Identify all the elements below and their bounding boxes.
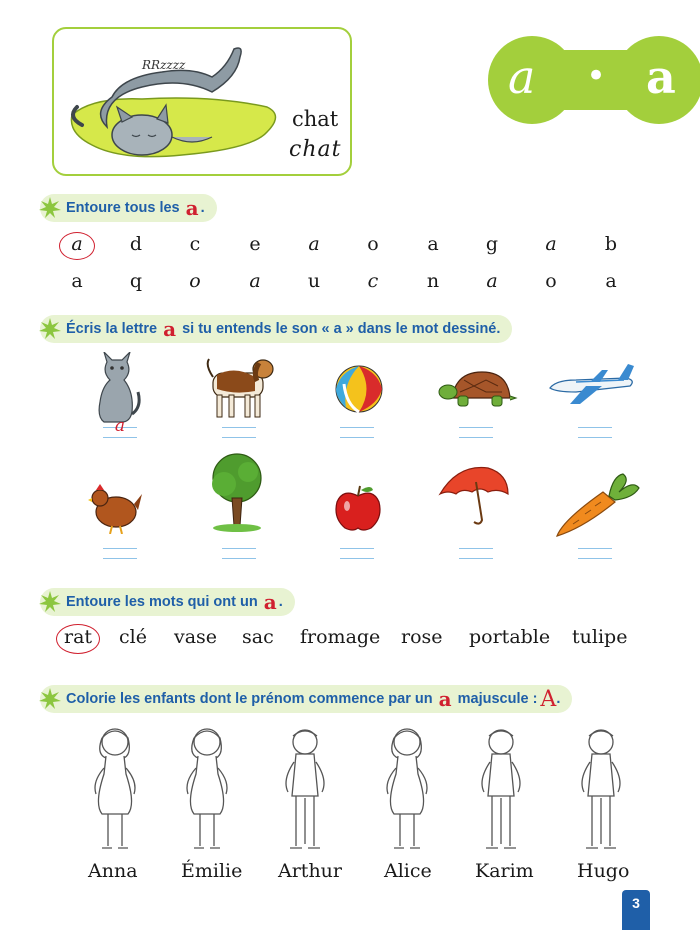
example-circle <box>59 232 95 260</box>
child-name: Anna <box>88 860 138 882</box>
letter-item[interactable]: a <box>308 233 320 255</box>
letter-item[interactable]: g <box>485 233 499 255</box>
instruction-4-target-upper: A <box>540 686 557 712</box>
green-star-icon <box>38 590 62 614</box>
sleeping-cat-picture <box>62 37 292 169</box>
child-name: Karim <box>475 860 534 882</box>
example-answer: a <box>114 416 126 436</box>
child-name: Émilie <box>181 860 243 882</box>
answer-line[interactable] <box>103 548 137 559</box>
letter-item[interactable]: b <box>604 233 618 255</box>
instruction-2-target: a <box>163 317 177 341</box>
hen-picture <box>88 482 144 534</box>
instruction-4: Colorie les enfants dont le prénom commence par un a majuscule : A . <box>38 684 572 714</box>
answer-line[interactable] <box>459 548 493 559</box>
answer-line[interactable] <box>578 427 612 438</box>
boy-drawing[interactable] <box>466 724 536 854</box>
snore-text: RRzzzz <box>142 58 186 72</box>
answer-line[interactable] <box>578 548 612 559</box>
letter-item[interactable]: c <box>189 233 201 255</box>
turtle-picture <box>438 368 518 410</box>
instruction-2-text-a: Écris la lettre <box>66 321 158 337</box>
letter-cursive: a <box>508 50 536 104</box>
word-item[interactable]: portable <box>469 626 551 648</box>
letter-item[interactable]: c <box>367 270 379 292</box>
word-item[interactable]: fromage <box>300 626 381 648</box>
word-item[interactable]: rat <box>64 626 93 648</box>
instruction-1: Entoure tous les a . <box>38 193 217 223</box>
green-star-icon <box>38 687 62 711</box>
answer-line[interactable] <box>222 427 256 438</box>
letter-item[interactable]: o <box>189 270 201 292</box>
word-chat-print: chat <box>292 107 339 131</box>
instruction-1-text: Entoure tous les <box>66 200 180 216</box>
letter-item[interactable]: a <box>545 233 557 255</box>
instruction-2-text-b: si tu entends le son « a » dans le mot dessiné. <box>182 321 501 337</box>
answer-line[interactable] <box>340 548 374 559</box>
letter-item[interactable]: a <box>71 233 83 255</box>
letter-dot: • <box>586 56 607 96</box>
umbrella-picture <box>438 464 510 526</box>
instruction-4-target: a <box>438 687 452 711</box>
letter-item[interactable]: e <box>249 233 261 255</box>
letter-item[interactable]: u <box>307 270 321 292</box>
instruction-3-text: Entoure les mots qui ont un <box>66 594 258 610</box>
apple-picture <box>333 484 383 532</box>
instruction-1-target: a <box>185 196 199 220</box>
green-star-icon <box>38 317 62 341</box>
airplane-picture <box>546 360 636 406</box>
word-item[interactable]: rose <box>401 626 443 648</box>
letter-item[interactable]: o <box>545 270 557 292</box>
illustration-card <box>52 27 352 176</box>
instruction-4-text-b: majuscule : <box>457 691 538 707</box>
letter-item[interactable]: d <box>129 233 143 255</box>
letter-item[interactable]: o <box>367 233 379 255</box>
girl-drawing[interactable] <box>372 724 442 854</box>
letter-item[interactable]: q <box>129 270 143 292</box>
boy-drawing[interactable] <box>566 724 636 854</box>
page-number: 3 <box>622 890 650 930</box>
letter-print: a <box>646 50 676 104</box>
instruction-4-text-a: Colorie les enfants dont le prénom commence par un <box>66 691 433 707</box>
ball-picture <box>334 364 384 414</box>
word-item[interactable]: tulipe <box>572 626 628 648</box>
green-star-icon <box>38 196 62 220</box>
child-name: Alice <box>384 860 432 882</box>
cat-picture <box>92 352 142 424</box>
letter-item[interactable]: a <box>605 270 617 292</box>
letter-item[interactable]: n <box>426 270 440 292</box>
letter-item[interactable]: a <box>486 270 498 292</box>
child-name: Hugo <box>577 860 630 882</box>
letter-item[interactable]: a <box>249 270 261 292</box>
carrot-picture <box>553 470 641 540</box>
instruction-3-target: a <box>263 590 277 614</box>
boy-drawing[interactable] <box>270 724 340 854</box>
instruction-3: Entoure les mots qui ont un a . <box>38 587 295 617</box>
word-item[interactable]: sac <box>242 626 274 648</box>
answer-line[interactable] <box>340 427 374 438</box>
answer-line[interactable] <box>459 427 493 438</box>
dog-picture <box>205 355 277 421</box>
answer-line[interactable] <box>222 548 256 559</box>
letter-item[interactable]: a <box>427 233 439 255</box>
child-name: Arthur <box>278 860 342 882</box>
tree-picture <box>208 452 266 534</box>
word-item[interactable]: clé <box>119 626 147 648</box>
letter-a-header <box>488 36 700 124</box>
instruction-2 <box>38 314 512 344</box>
word-item[interactable]: vase <box>174 626 218 648</box>
girl-drawing[interactable] <box>172 724 242 854</box>
girl-drawing[interactable] <box>80 724 150 854</box>
letter-item[interactable]: a <box>71 270 83 292</box>
word-chat-script: chat <box>289 137 342 162</box>
